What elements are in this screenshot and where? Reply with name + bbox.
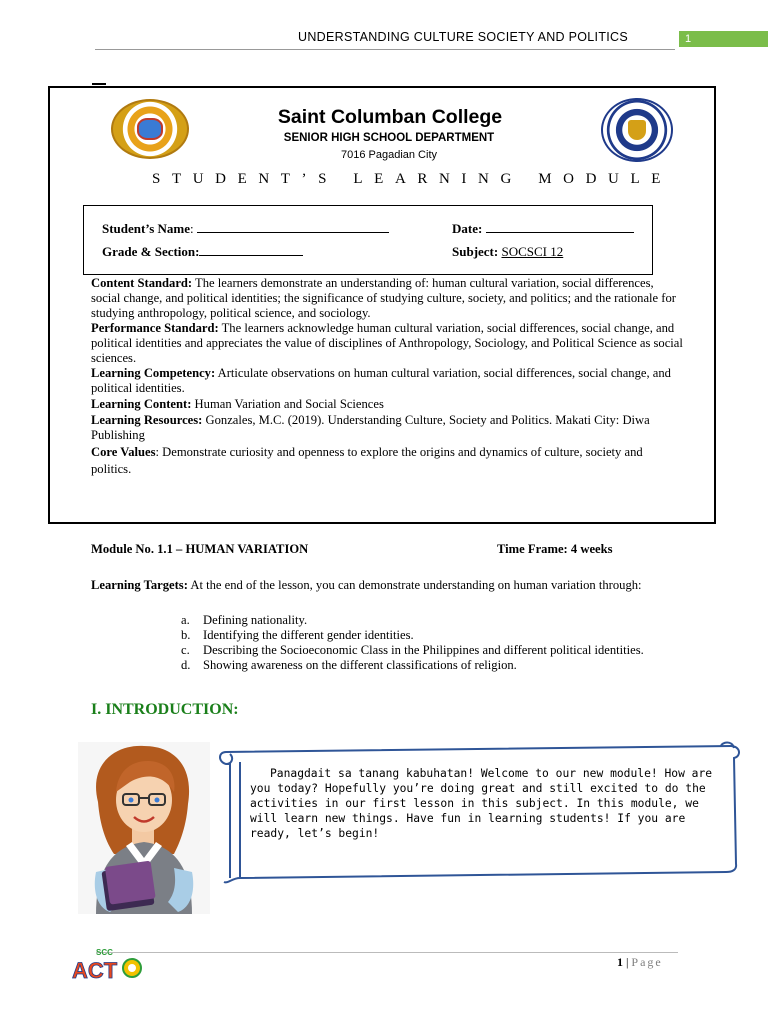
subject-label: Subject: — [452, 244, 502, 259]
subject-value: SOCSCI 12 — [501, 244, 564, 259]
learning-targets-label: Learning Targets: — [91, 578, 188, 592]
student-name-label: Student’s Name — [102, 221, 190, 236]
welcome-message-text: Panagdait sa tanang kabuhatan! Welcome to our new module! How are you today? Hopefully you’re doing great and still excited to do the activities in our first lesson in this subject. In this module, we will learn new things. Have fun in learning students! If you are ready, let’s begin! — [250, 767, 713, 840]
content-standard — [91, 276, 685, 321]
footer-separator: | — [623, 955, 632, 969]
teacher-icon — [78, 742, 210, 914]
subject-field — [452, 244, 563, 260]
list-item — [181, 658, 681, 673]
list-item-text: Defining nationality. — [203, 613, 308, 627]
grade-section-blank[interactable] — [199, 244, 303, 256]
header-rule — [95, 49, 675, 50]
student-name-blank[interactable] — [197, 221, 389, 233]
footer-page-word: Page — [631, 955, 663, 969]
learning-resources-text: Gonzales, M.C. (2019). Understanding Culture, Society and Politics. Makati City: Diwa Publishing — [91, 413, 650, 442]
scc-act-logo — [66, 946, 148, 986]
name-colon: : — [190, 221, 197, 236]
module-number: Module No. 1.1 – HUMAN VARIATION — [91, 542, 309, 556]
performance-standard-text: The learners acknowledge human cultural variation, social differences, social change, and political identities and appreciates the value of disciplines of Anthropology, Sociology, and Political Science as social sciences. — [91, 321, 683, 365]
learning-content-label: Learning Content: — [91, 397, 192, 411]
logo-scc-text: SCC — [96, 948, 113, 957]
footer-page-number: 1 — [617, 955, 623, 969]
welcome-message — [250, 766, 720, 841]
target-list — [181, 613, 681, 673]
learning-content — [91, 397, 685, 412]
grade-section-label: Grade & Section: — [102, 244, 200, 259]
learning-resources — [91, 413, 685, 443]
list-item-letter: d. — [181, 658, 191, 672]
header-page-number: 1 — [679, 31, 768, 47]
list-item — [181, 628, 681, 643]
list-item-letter: c. — [181, 643, 190, 657]
list-item-text: Describing the Socioeconomic Class in the Philippines and different political identities. — [203, 643, 644, 657]
list-item-text: Showing awareness on the different classifications of religion. — [203, 658, 517, 672]
teacher-illustration — [78, 742, 210, 914]
logo-act-text: ACT — [72, 958, 118, 983]
list-item — [181, 613, 681, 628]
running-header — [0, 30, 768, 48]
learning-competency-label: Learning Competency: — [91, 366, 216, 380]
time-frame: Time Frame: 4 weeks — [497, 542, 613, 556]
module-title: STUDENT’S LEARNING MODULE — [152, 171, 672, 187]
date-label: Date: — [452, 221, 486, 236]
core-values — [91, 444, 685, 478]
core-values-text: : Demonstrate curiosity and openness to explore the origins and dynamics of culture, society and politics. — [91, 445, 643, 476]
corner-tick-mark — [92, 83, 106, 85]
core-values-label: Core Values — [91, 445, 156, 459]
learning-targets — [91, 578, 685, 593]
date-blank[interactable] — [486, 221, 634, 233]
department-name: SENIOR HIGH SCHOOL DEPARTMENT — [283, 132, 495, 144]
learning-competency — [91, 366, 685, 396]
list-item-letter: a. — [181, 613, 190, 627]
college-name: Saint Columban College — [277, 106, 503, 128]
list-item-letter: b. — [181, 628, 191, 642]
college-address: 7016 Pagadian City — [340, 149, 437, 161]
learning-content-text: Human Variation and Social Sciences — [191, 397, 384, 411]
date-field[interactable] — [452, 221, 634, 237]
learning-competency-text: Articulate observations on human cultural variation, social differences, social change, and political identities. — [91, 366, 671, 395]
performance-standard-label: Performance Standard: — [91, 321, 219, 335]
performance-standard — [91, 321, 685, 366]
student-name-field[interactable] — [102, 221, 389, 237]
standards-block — [91, 276, 685, 478]
footer-rule — [96, 952, 678, 953]
list-item — [181, 643, 681, 658]
list-item-text: Identifying the different gender identities. — [203, 628, 414, 642]
running-title: UNDERSTANDING CULTURE SOCIETY AND POLITICS — [298, 30, 629, 44]
introduction-heading: I. INTRODUCTION: — [91, 701, 239, 718]
learning-resources-label: Learning Resources: — [91, 413, 203, 427]
footer-page-label — [617, 955, 663, 970]
student-info-box — [83, 205, 653, 275]
content-standard-text: The learners demonstrate an understanding of: human cultural variation, social differences, social change, and political identities; the significance of studying culture, society, and politics; and the rationale for studying anthropology, political science, and sociology. — [91, 276, 676, 320]
content-standard-label: Content Standard: — [91, 276, 193, 290]
grade-section-field[interactable] — [102, 244, 303, 260]
logo-ring-center-icon — [128, 964, 136, 972]
learning-targets-intro: At the end of the lesson, you can demonstrate understanding on human variation through: — [187, 578, 642, 592]
